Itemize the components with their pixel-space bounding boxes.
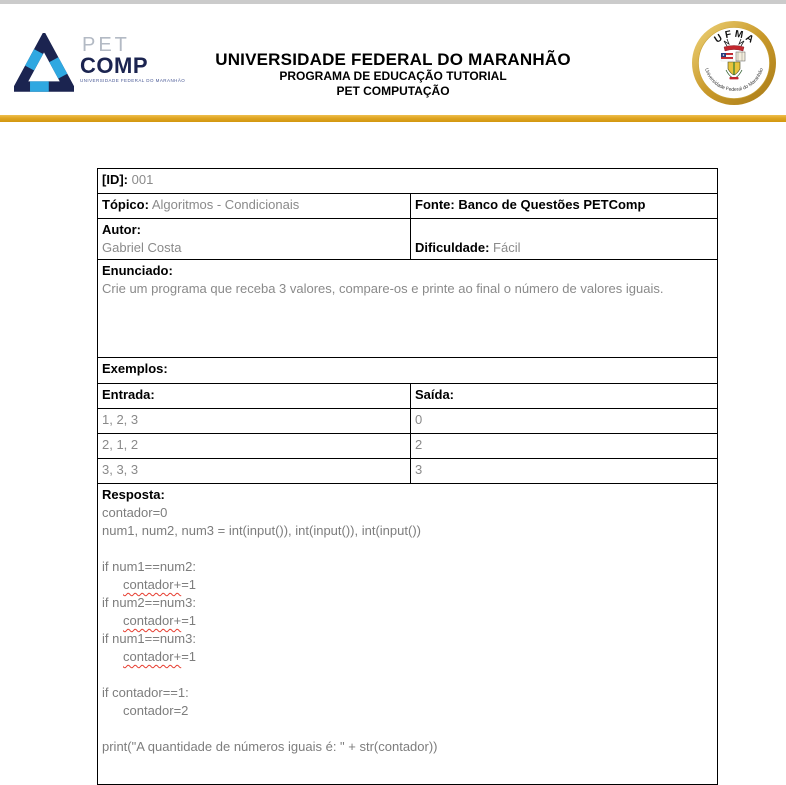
examples-body <box>98 409 718 484</box>
code-line: contador=0 <box>102 505 168 520</box>
examples-label: Exemplos: <box>102 361 168 376</box>
topic-label: Tópico: <box>102 197 149 212</box>
answer-row <box>98 484 718 785</box>
code-line: contador=2 <box>123 703 189 718</box>
logo-pet-text: PET <box>82 34 130 56</box>
answer-label: Resposta: <box>102 487 165 502</box>
seal-bottom-text: Universidade Federal do Maranhão <box>703 67 765 94</box>
answer-cell <box>98 484 718 785</box>
code-line <box>102 720 713 738</box>
output-header: Saída: <box>415 387 455 402</box>
statement-row <box>98 260 718 358</box>
author-cell <box>98 219 411 260</box>
window-top-strip <box>0 0 786 4</box>
statement-text: Crie um programa que receba 3 valores, compare-os e printe ao final o número de valores iguais. <box>102 281 664 296</box>
program-subtitle: PROGRAMA DE EDUCAÇÃO TUTORIAL <box>279 69 507 83</box>
examples-label-cell <box>98 358 718 384</box>
example-row <box>98 459 718 484</box>
author-label: Autor: <box>102 222 141 237</box>
seal-top-text: U F M A <box>712 28 756 46</box>
gold-divider <box>0 115 786 122</box>
ufma-seal <box>691 20 777 106</box>
id-row <box>98 169 718 194</box>
difficulty-value: Fácil <box>493 240 521 255</box>
answer-code <box>102 504 713 756</box>
code-line <box>102 540 713 558</box>
source-label: Fonte: <box>415 197 455 212</box>
logo-comp-text: COMP <box>80 53 148 78</box>
topic-value: Algoritmos - Condicionais <box>151 197 300 212</box>
author-value: Gabriel Costa <box>102 240 182 255</box>
example-row <box>98 409 718 434</box>
id-cell <box>98 169 718 194</box>
code-line: print("A quantidade de números iguais é: " + str(contador)) <box>102 739 438 754</box>
question-table <box>97 168 718 785</box>
input-header: Entrada: <box>102 387 155 402</box>
example-input: 1, 2, 3 <box>98 409 411 434</box>
code-line: if num1==num2: <box>102 559 196 574</box>
input-header-cell <box>98 384 411 409</box>
id-label: [ID]: <box>102 172 128 187</box>
statement-label: Enunciado: <box>102 263 173 278</box>
source-cell <box>411 194 718 219</box>
topic-cell <box>98 194 411 219</box>
topic-source-row <box>98 194 718 219</box>
author-difficulty-row <box>98 219 718 260</box>
example-row <box>98 434 718 459</box>
source-value: Banco de Questões PETComp <box>458 197 646 212</box>
output-header-cell <box>411 384 718 409</box>
group-subtitle: PET COMPUTAÇÃO <box>336 84 450 98</box>
id-value: 001 <box>131 172 154 187</box>
code-line: if num2==num3: <box>102 595 196 610</box>
difficulty-cell <box>411 219 718 260</box>
example-input: 3, 3, 3 <box>98 459 411 484</box>
io-header-row <box>98 384 718 409</box>
statement-cell <box>98 260 718 358</box>
code-line: contador+=1 <box>123 649 197 664</box>
logo-subtitle: UNIVERSIDADE FEDERAL DO MARANHÃO <box>80 78 186 83</box>
code-line <box>102 666 713 684</box>
difficulty-label: Dificuldade: <box>415 240 490 255</box>
document-header <box>0 50 786 99</box>
example-output: 2 <box>411 434 718 459</box>
code-line: if contador==1: <box>102 685 189 700</box>
examples-label-row <box>98 358 718 384</box>
example-output: 3 <box>411 459 718 484</box>
code-line: contador+=1 <box>123 613 197 628</box>
code-line: contador+=1 <box>123 577 197 592</box>
example-input: 2, 1, 2 <box>98 434 411 459</box>
code-line: if num1==num3: <box>102 631 196 646</box>
example-output: 0 <box>411 409 718 434</box>
code-line: num1, num2, num3 = int(input()), int(input()), int(input()) <box>102 523 421 538</box>
university-title: UNIVERSIDADE FEDERAL DO MARANHÃO <box>215 50 571 69</box>
